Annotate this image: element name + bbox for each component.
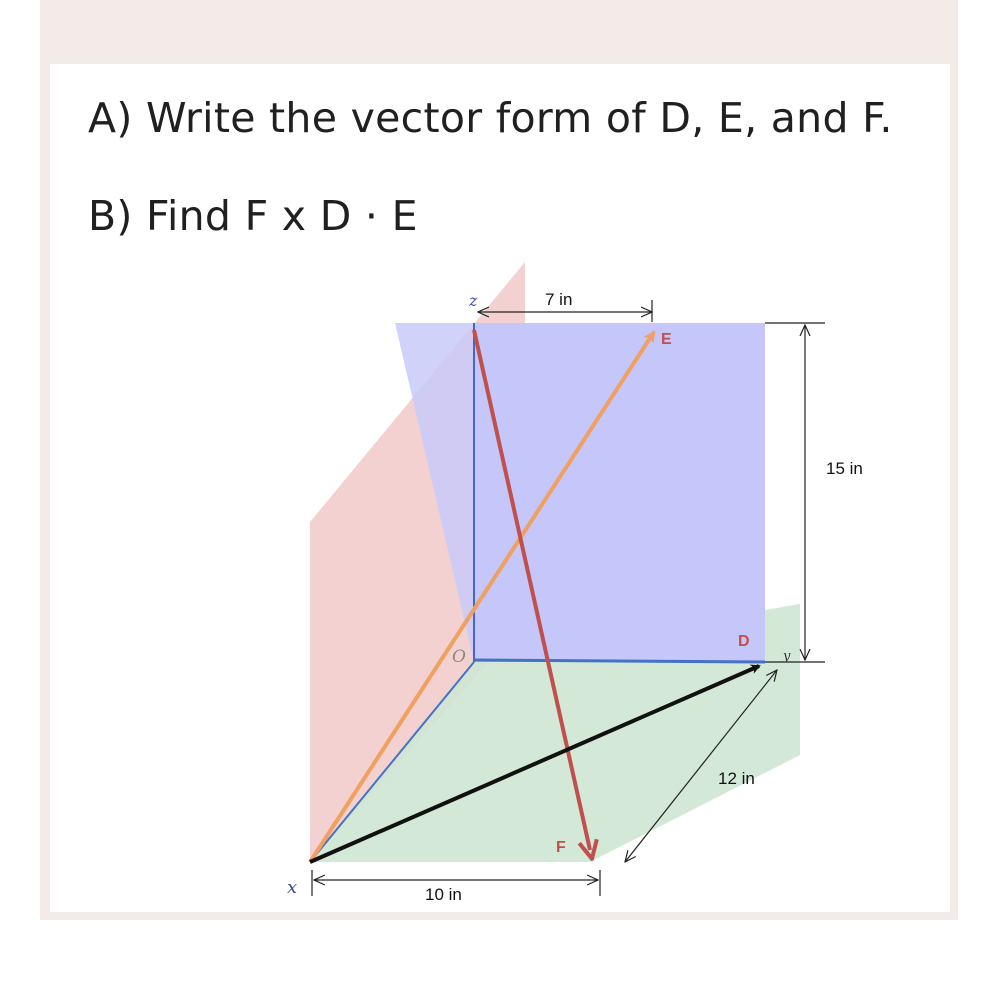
question-part-a: A) Write the vector form of D, E, and F. (88, 94, 893, 142)
y-axis (474, 660, 765, 662)
dim-10-label: 10 in (425, 885, 462, 904)
yz-plane-core (474, 323, 765, 662)
origin-label: O (452, 647, 466, 667)
question-part-b: B) Find F x D · E (88, 192, 418, 240)
z-axis-label: z (469, 291, 478, 310)
y-axis-label: y (783, 649, 791, 664)
dim-12-label: 12 in (718, 769, 755, 788)
dim-15-label: 15 in (826, 459, 863, 478)
vector-d-label: D (738, 633, 750, 650)
vector-e-label: E (661, 331, 672, 348)
vector-f-label: F (556, 839, 566, 856)
x-axis-label: x (287, 877, 298, 898)
dim-7-label: 7 in (545, 290, 573, 309)
